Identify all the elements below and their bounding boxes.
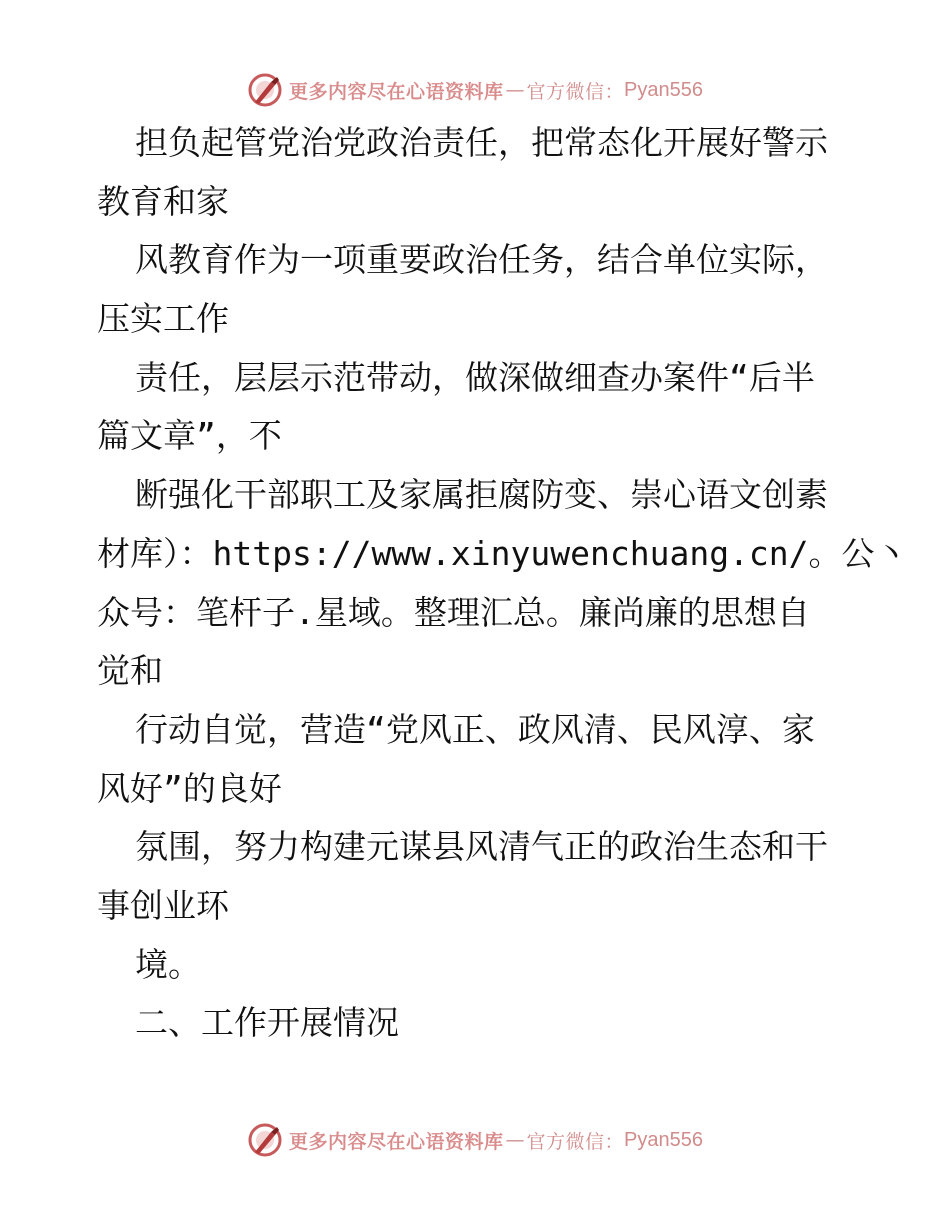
text-line: 众号：笔杆子.星域。整理汇总。廉尚廉的思想自 — [97, 592, 810, 632]
watermark-wechat-label: 官方微信： — [526, 1130, 625, 1153]
text-line: 风教育作为一项重要政治任务，结合单位实际， — [135, 240, 828, 280]
watermark-wechat-id: Pyan556 — [624, 1128, 703, 1151]
watermark-text: 更多内容尽在心语资料库 — [289, 1130, 504, 1153]
text-line: 篇文章”，不 — [97, 416, 282, 456]
watermark-separator: — — [505, 1129, 525, 1151]
section-heading: 二、工作开展情况 — [135, 1003, 399, 1043]
pen-logo-icon — [247, 72, 283, 108]
pen-logo-icon — [247, 1122, 283, 1158]
text-line: 断强化干部职工及家属拒腐防变、崇心语文创素 — [135, 475, 828, 515]
footer-watermark — [0, 1120, 950, 1160]
watermark-wechat-id: Pyan556 — [624, 78, 703, 101]
text-line: 压实工作 — [97, 299, 229, 339]
text-line: 担负起管党治党政治责任，把常态化开展好警示 — [135, 123, 828, 162]
text-line: 风好”的良好 — [97, 768, 282, 808]
text-line: 材库）：https://www.xinyuwenchuang.cn/。公丶 — [97, 533, 908, 573]
text-line: 觉和 — [97, 651, 163, 691]
text-line: 责任，层层示范带动，做深做细查办案件“后半 — [135, 357, 815, 397]
text-line: 境。 — [135, 944, 201, 984]
text-line: 行动自觉，营造“党风正、政风清、民风淳、家 — [135, 709, 815, 749]
watermark-separator: — — [505, 79, 525, 101]
watermark-text: 更多内容尽在心语资料库 — [289, 80, 504, 103]
header-watermark — [0, 70, 950, 110]
text-line: 氛围，努力构建元谋县风清气正的政治生态和干 — [135, 827, 828, 867]
watermark-wechat-label: 官方微信： — [526, 80, 625, 103]
document-body — [97, 114, 908, 1053]
text-line: 教育和家 — [97, 181, 229, 221]
text-line: 事创业环 — [97, 885, 229, 925]
